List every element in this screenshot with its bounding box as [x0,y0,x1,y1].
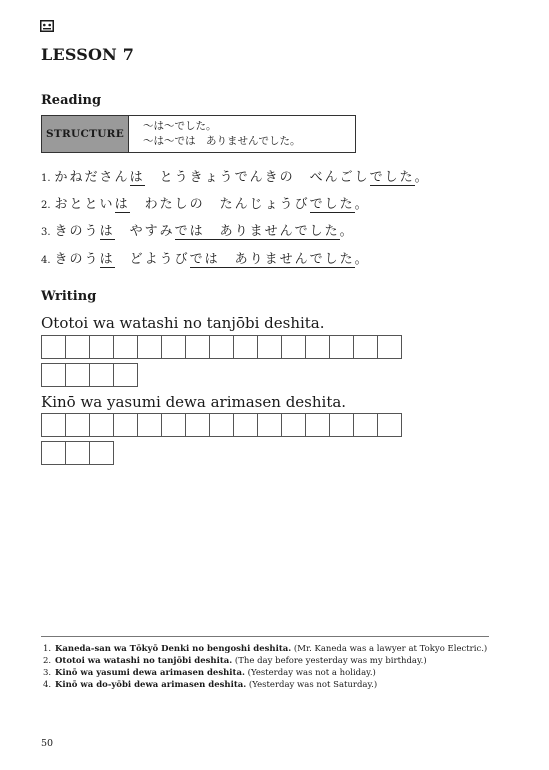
writing-cell[interactable] [353,335,378,359]
writing-cell[interactable] [161,413,186,437]
writing-cell[interactable] [257,335,282,359]
reading-sentence-4 [41,248,370,267]
sentence-text: かねださん [54,170,130,185]
writing-cell[interactable] [89,363,114,387]
sentence-end: 。 [414,170,430,185]
footnote-translation: (Yesterday was not a holiday.) [244,668,376,678]
reading-sentence-2 [41,193,370,212]
cassette-tape-icon [40,20,54,32]
sentence-end: 。 [354,197,370,212]
writing-cell[interactable] [281,413,306,437]
reading-sentence-1 [41,166,430,185]
writing-cell[interactable] [233,413,258,437]
lesson-title: LESSON 7 [41,45,135,64]
sentence-end: 。 [354,252,370,267]
writing-cell[interactable] [329,335,354,359]
sentence-text: どようび [114,252,190,267]
footnotes [43,643,493,691]
footnote-romaji: Kaneda-san wa Tōkyō Denki no bengoshi deshita. [55,644,292,654]
writing-cell[interactable] [41,363,66,387]
footnote [43,667,493,679]
writing-cell[interactable] [377,335,402,359]
underlined-particle: は [99,252,115,267]
writing-cell[interactable] [377,413,402,437]
underlined-copula: でした [369,170,415,185]
writing-grid [41,335,402,359]
writing-romaji-2: Kinō wa yasumi dewa arimasen deshita. [41,393,347,411]
reading-sentence-3 [41,220,355,239]
sentence-end: 。 [339,224,355,239]
sentence-text: きのう [54,224,100,239]
footnote-number: 3. [43,668,52,678]
footnote-divider [41,636,489,637]
writing-cell[interactable] [257,413,282,437]
footnote-number: 4. [43,680,52,690]
writing-heading: Writing [41,289,97,304]
writing-cell[interactable] [41,441,66,465]
sentence-text: わたしの たんじょうび [129,197,310,212]
writing-grid [41,441,114,465]
writing-cell[interactable] [89,413,114,437]
page-number: 50 [41,738,54,749]
writing-cell[interactable] [41,335,66,359]
sentence-text: やすみ [114,224,175,239]
structure-line: 〜は〜では ありませんでした。 [143,135,301,147]
writing-cell[interactable] [233,335,258,359]
sentence-number: 3. [41,227,51,238]
underlined-copula: でした [309,197,355,212]
footnote-number: 1. [43,644,52,654]
footnote-romaji: Kinō wa do-yōbi dewa arimasen deshita. [55,680,247,690]
writing-cell[interactable] [305,413,330,437]
writing-cell[interactable] [161,335,186,359]
sentence-number: 2. [41,200,51,211]
writing-cell[interactable] [41,413,66,437]
footnote [43,643,493,655]
reading-heading: Reading [41,93,102,108]
sentence-number: 4. [41,255,51,266]
writing-cell[interactable] [113,363,138,387]
writing-cell[interactable] [185,413,210,437]
writing-cell[interactable] [65,363,90,387]
underlined-copula: では ありませんでした [174,224,340,239]
writing-cell[interactable] [89,441,114,465]
writing-romaji-1: Ototoi wa watashi no tanjōbi deshita. [41,314,325,332]
writing-cell[interactable] [305,335,330,359]
sentence-text: おととい [54,197,115,212]
writing-cell[interactable] [209,335,234,359]
underlined-particle: は [129,170,145,185]
structure-line: 〜は〜でした。 [143,120,217,132]
writing-cell[interactable] [185,335,210,359]
footnote [43,655,493,667]
writing-cell[interactable] [281,335,306,359]
writing-cell[interactable] [65,335,90,359]
structure-box [41,115,356,153]
writing-cell[interactable] [329,413,354,437]
writing-cell[interactable] [65,441,90,465]
underlined-particle: は [114,197,130,212]
structure-label: STRUCTURE [42,116,129,152]
footnote-number: 2. [43,656,52,666]
writing-cell[interactable] [209,413,234,437]
writing-grid [41,413,402,437]
footnote [43,679,493,691]
underlined-copula: では ありませんでした [189,252,355,267]
structure-content [129,116,301,152]
footnote-romaji: Ototoi wa watashi no tanjōbi deshita. [55,656,233,666]
writing-cell[interactable] [137,335,162,359]
writing-cell[interactable] [65,413,90,437]
footnote-translation: (Yesterday was not Saturday.) [246,680,378,690]
writing-cell[interactable] [353,413,378,437]
writing-cell[interactable] [137,413,162,437]
writing-cell[interactable] [89,335,114,359]
sentence-number: 1. [41,173,51,184]
underlined-particle: は [99,224,115,239]
sentence-text: とうきょうでんきの べんごし [144,170,370,185]
footnote-translation: (Mr. Kaneda was a lawyer at Tokyo Electric.) [291,644,488,654]
writing-cell[interactable] [113,335,138,359]
sentence-text: きのう [54,252,100,267]
footnote-romaji: Kinō wa yasumi dewa arimasen deshita. [55,668,245,678]
writing-grid [41,363,138,387]
writing-cell[interactable] [113,413,138,437]
footnote-translation: (The day before yesterday was my birthday.) [232,656,427,666]
